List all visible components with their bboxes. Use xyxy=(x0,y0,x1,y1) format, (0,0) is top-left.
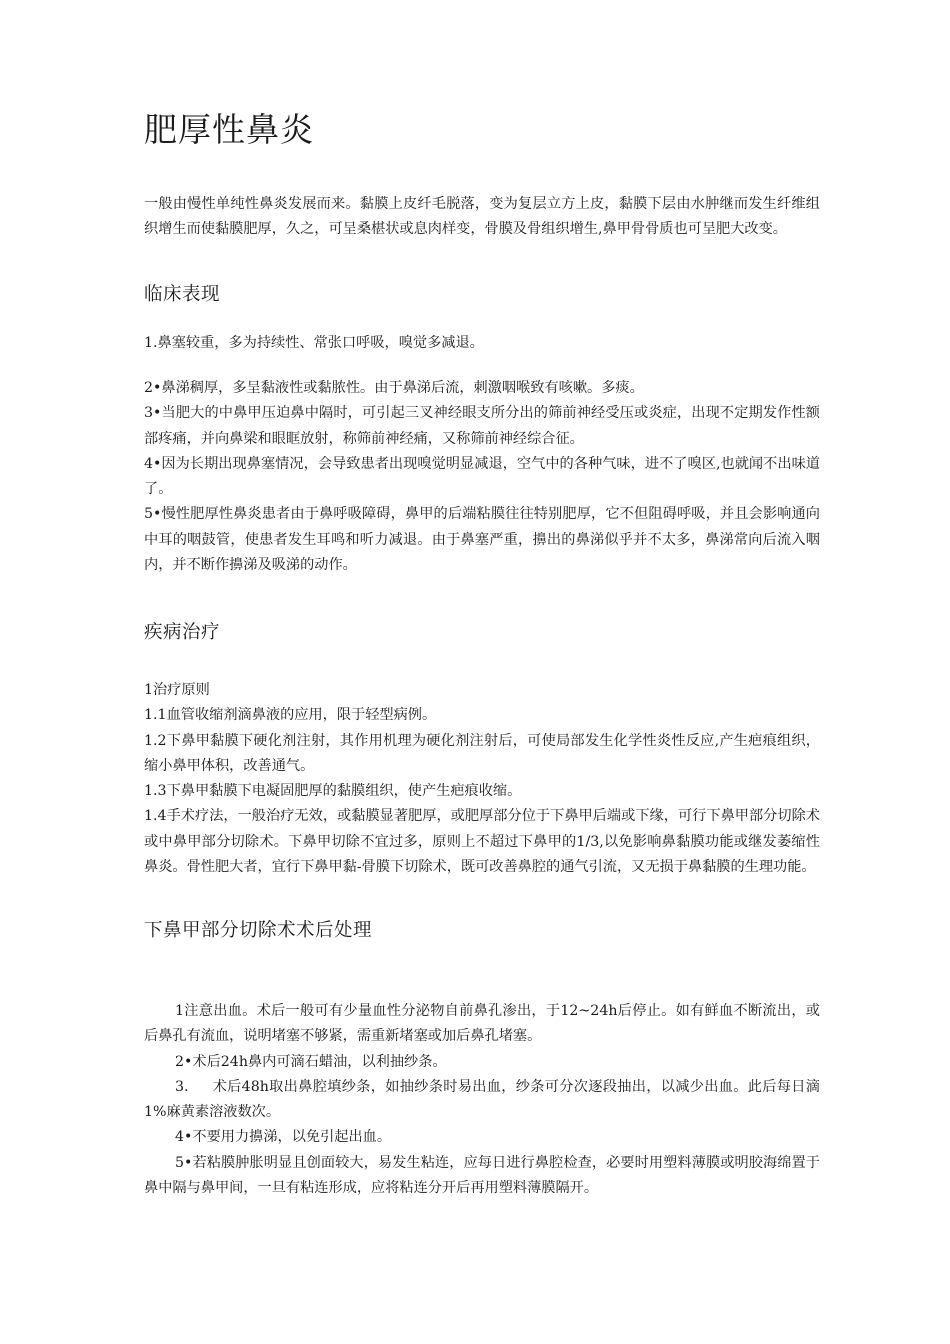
list-item: 1.3下鼻甲黏膜下电凝固肥厚的黏膜组织，使产生疤痕收缩。 xyxy=(144,783,522,800)
list-item: 1治疗原则 xyxy=(144,682,210,698)
list-item: 3•当肥大的中鼻甲压迫鼻中隔时，可引起三叉神经眼支所分出的筛前神经受压或炎症，出现不定期发作性额部疼痛，并向鼻梁和眼眶放射，称筛前神经痛，又称筛前神经综合征。 xyxy=(144,405,820,447)
list-item: 1.1血管收缩剂滴鼻液的应用，限于轻型病例。 xyxy=(144,707,437,724)
section-heading-treatment: 疾病治疗 xyxy=(144,622,221,643)
section-heading-postop: 下鼻甲部分切除术术后处理 xyxy=(144,920,373,941)
intro-paragraph xyxy=(144,192,820,243)
list-item: 2•术后24h鼻内可滴石蜡油，以利抽纱条。 xyxy=(175,1053,447,1070)
list-item: 2•鼻涕稠厚，多呈黏液性或黏脓性。由于鼻涕后流，刺激咽喉致有咳嗽。多痰。 xyxy=(144,380,644,396)
page-title: 肥厚性鼻炎 xyxy=(144,110,314,149)
list-item: 5•若粘膜肿胀明显且创面较大，易发生粘连，应每日进行鼻腔检查，必要时用塑料薄膜或明胶海绵置于鼻中隔与鼻甲间，一旦有粘连形成，应将粘连分开后再用塑料薄膜隔开。 xyxy=(144,1154,820,1197)
list-item: 4•因为长期出现鼻塞情况，会导致患者出现嗅觉明显减退，空气中的各种气味，进不了嗅区,也就闻不出味道了。 xyxy=(144,455,820,498)
postop-list xyxy=(144,999,820,1201)
list-item: 1.2下鼻甲黏膜下硬化剂注射，其作用机理为硬化剂注射后，可使局部发生化学性炎性反应,产生疤痕组织，缩小鼻甲体积，改善通气。 xyxy=(144,732,820,774)
list-item: 1.4手术疗法，一般治疗无效，或黏膜显著肥厚，或肥厚部分位于下鼻甲后端或下缘，可行下鼻甲部分切除术或中鼻甲部分切除术。下鼻甲切除不宜过多，原则上不超过下鼻甲的1/3,以免影响鼻黏膜功能或继发萎缩性鼻炎。骨性肥大者，宜行下鼻甲黏-骨膜下切除术，既可改善鼻腔的通气引流，又无损于鼻黏膜的生理功能。 xyxy=(144,808,820,876)
list-item: 5•慢性肥厚性鼻炎患者由于鼻呼吸障碍，鼻甲的后端粘膜往往特别肥厚，它不但阻碍呼吸，并且会影响通向中耳的咽鼓管，使患者发生耳鸣和听力减退。由于鼻塞严重，擤出的鼻涕似乎并不太多，鼻涕常向后流入咽内，并不断作擤涕及吸涕的动作。 xyxy=(144,506,820,574)
list-item: 1注意出血。术后一般可有少量血性分泌物自前鼻孔渗出，于12~24h后停止。如有鲜血不断流出，或后鼻孔有流血，说明堵塞不够紧，需重新堵塞或加后鼻孔堵塞。 xyxy=(144,1003,820,1045)
list-item: 1.鼻塞较重，多为持续性、常张口呼吸，嗅觉多减退。 xyxy=(144,335,484,351)
intro-text: 一般由慢性单纯性鼻炎发展而来。黏膜上皮纤毛脱落，变为复层立方上皮，黏膜下层由水肿继而发生纤维组织增生而使黏膜肥厚，久之，可呈桑椹状或息肉样变，骨膜及骨组织增生,鼻甲骨骨质也可呈肥大改变。 xyxy=(144,196,820,238)
clinical-item-1 xyxy=(144,331,820,356)
list-item: 4•不要用力擤涕，以免引起出血。 xyxy=(175,1129,392,1146)
section-heading-clinical: 临床表现 xyxy=(144,284,221,305)
clinical-list xyxy=(144,376,820,578)
treatment-list xyxy=(144,678,820,880)
list-item: 3. 术后48h取出鼻腔填纱条，如抽纱条时易出血，纱条可分次逐段抽出，以减少出血。此后每日滴1%麻黄素溶液数次。 xyxy=(144,1078,820,1121)
